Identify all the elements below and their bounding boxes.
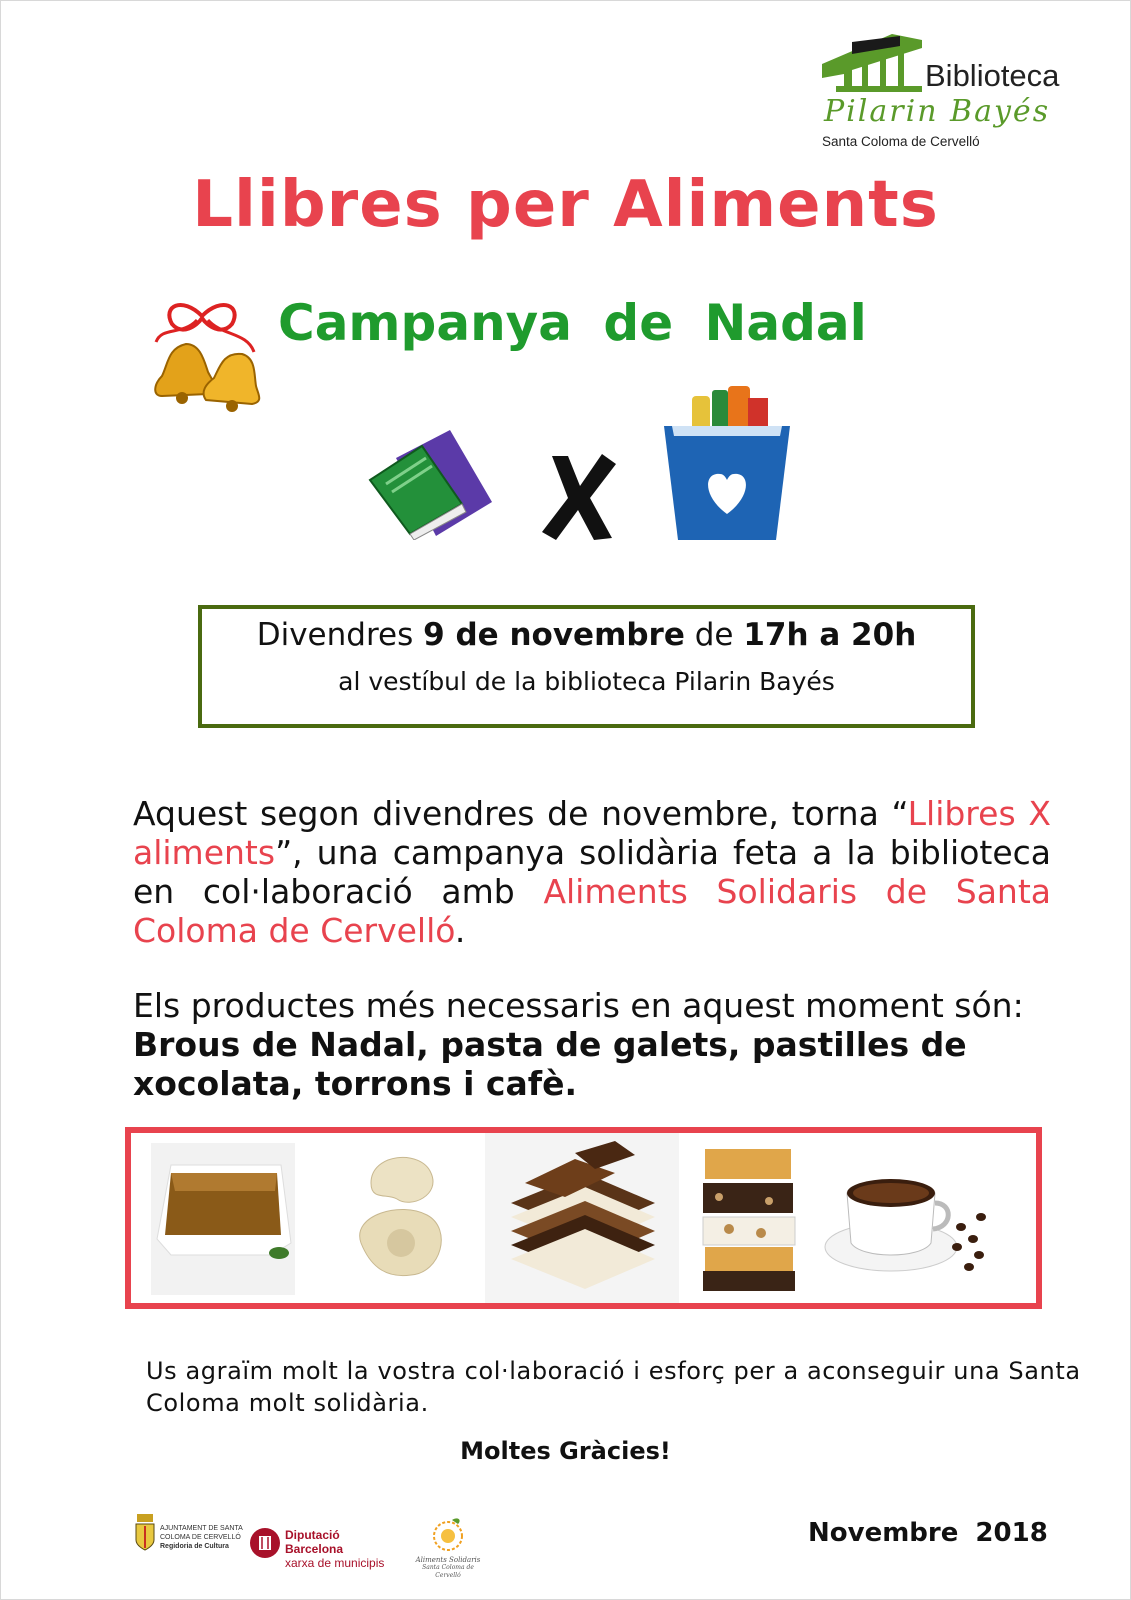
broth-image [151, 1143, 295, 1295]
aliments-solidaris-logo-icon [412, 1516, 484, 1556]
sponsor-aliments [412, 1516, 484, 1579]
event-date-line [202, 617, 971, 653]
food-images-box [125, 1127, 1042, 1309]
campaign-name: Llibres X aliments [133, 794, 1051, 872]
diputacio-line3: xarxa de municipis [285, 1556, 385, 1570]
diputacio-line2: Barcelona [285, 1542, 344, 1556]
products-list: Brous de Nadal, pasta de galets, pastilles de xocolata, torrons i cafè. [133, 1025, 967, 1103]
logo-script: Pilarin Bayés [824, 94, 1051, 129]
intro-paragraph [133, 794, 1051, 950]
event-date: 9 de novembre [423, 617, 685, 653]
food-basket-icon [662, 386, 792, 546]
diputacio-line1: Diputació [285, 1528, 340, 1542]
products-intro: Els productes més necessaris en aquest moment són: [133, 986, 1024, 1025]
page-title: Llibres per Aliments [192, 168, 939, 242]
aliments-line1: Aliments Solidaris [415, 1556, 481, 1564]
partner-name: Aliments Solidaris de Santa Coloma de Cervelló [133, 872, 1051, 950]
turron-image [699, 1143, 799, 1295]
chocolate-image [485, 1133, 679, 1303]
christmas-bells-icon [142, 296, 272, 416]
coat-of-arms-icon [134, 1514, 156, 1552]
event-day: Divendres [256, 617, 424, 653]
event-place: al vestíbul de la biblioteca Pilarin Bayés [338, 667, 835, 696]
event-date-box [198, 605, 975, 728]
logo-name: Biblioteca [925, 58, 1060, 93]
galets-pasta-image [331, 1143, 471, 1295]
x-icon [538, 452, 618, 542]
page-subtitle: Campanya de Nadal [278, 294, 867, 352]
event-time: 17h a 20h [743, 617, 917, 653]
library-building-icon [822, 34, 922, 96]
thanks-text: Us agraïm molt la vostra col·laboració i esforç per a aconseguir una Santa Coloma molt solidària. [146, 1357, 1081, 1417]
products-paragraph [133, 986, 1051, 1103]
intro-text-1: Aquest segon divendres de novembre, torna “ [133, 794, 908, 833]
intro-text-2: ”, una campanya solidària feta a la biblioteca en col·laboració amb [133, 833, 1051, 911]
green-books-icon [366, 430, 496, 540]
library-logo [822, 34, 1082, 154]
footer-date: Novembre 2018 [808, 1518, 1048, 1548]
ajuntament-line1: AJUNTAMENT DE SANTA [160, 1525, 243, 1532]
ajuntament-line2: COLOMA DE CERVELLÓ [160, 1534, 241, 1541]
aliments-line2: Santa Coloma de Cervelló [422, 1564, 474, 1579]
logo-town: Santa Coloma de Cervelló [822, 134, 980, 149]
diputacio-emblem-icon [250, 1528, 280, 1558]
ajuntament-line3: Regidoria de Cultura [160, 1543, 229, 1550]
closing-text: Moltes Gràcies! [460, 1437, 671, 1465]
intro-text-3: . [454, 911, 466, 950]
event-time-prefix: de [684, 617, 744, 653]
coffee-image [821, 1147, 991, 1287]
